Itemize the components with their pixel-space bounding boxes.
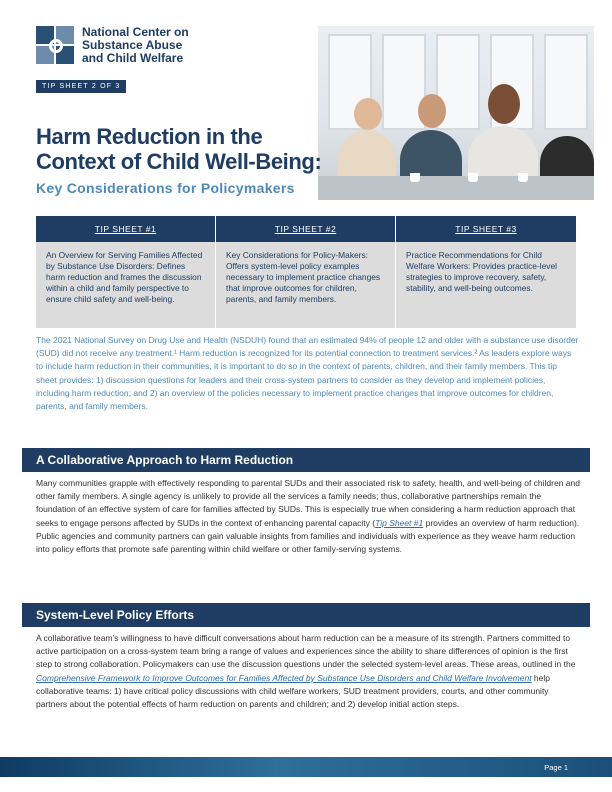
intro-paragraph: The 2021 National Survey on Drug Use and Health (NSDUH) found that an estimated 94% of people 12 and older with a substance use disorder (SUD) did not receive any treatment.¹ Harm reduction is recognized for its potential connection to treatment services.² As leaders explore ways to include harm reduction in their communities, it is important to do so in the context of parents, children, and their family members. This tip sheet provides: 1) discussion questions for leaders and their cross-system partners to consider as they develop and implement policies, including harm reduction; and 2) an overview of the policies necessary to implement practice changes that improve outcomes for children, parents, and family members. (36, 335, 579, 412)
tip-sheet-3-cell (396, 242, 576, 328)
tip-sheet-1-cell (36, 242, 216, 328)
org-logo-icon (36, 26, 76, 66)
tip-sheet-2-header[interactable]: TIP SHEET #2 (216, 216, 396, 242)
org-name-line2: Substance Abuse (82, 38, 183, 52)
tip-sheet-1-link[interactable]: Tip Sheet #1 (375, 517, 424, 528)
tip-sheet-2-title: Key Considerations for Policy-Makers: (226, 250, 368, 260)
collaborative-text-b: provides an overview of harm reduction). Public agencies and community partners can gain valuable insights from families and individuals with experience as they weave harm reduction into policy efforts that promote safe parenting within child welfare or other family-serving systems. (36, 517, 580, 555)
system-level-text-a: A collaborative team’s willingness to have difficult conversations about harm reduction can be a measure of its strength. Partners committed to active participation on a cross-system team bring a range of values and experiences since the ability to share differences of opinion is the first step to strong collaboration. Policymakers can use the discussion questions under the selected system-level areas. These areas, outlined in the (36, 633, 576, 670)
section-heading-system-level: System-Level Policy Efforts (22, 603, 590, 627)
tip-sheet-3-title: Practice Recommendations for Child Welfare Workers: (406, 250, 542, 271)
org-name-line1: National Center on (82, 25, 189, 39)
tip-sheet-2-cell (216, 242, 396, 328)
page-number: Page 1 (544, 763, 568, 772)
collaborative-paragraph (36, 477, 580, 556)
system-level-paragraph (36, 632, 580, 711)
org-name (82, 26, 189, 65)
tip-sheet-table (36, 216, 576, 328)
tip-sheet-1-header[interactable]: TIP SHEET #1 (36, 216, 216, 242)
tip-sheet-3-desc: Provides practice-level strategies to improve recovery, safety, stability, and well-being outcomes. (406, 261, 557, 293)
tip-sheet-tag: TIP SHEET 2 OF 3 (36, 80, 126, 93)
system-level-text-b: help collaborative teams: 1) have critical policy discussions with child welfare workers, SUD treatment providers, courts, and other community partners about the potential effects of harm reduction on parents and children; and 2) develop initial action steps. (36, 672, 550, 710)
page-footer (0, 757, 612, 777)
comprehensive-framework-link[interactable]: Comprehensive Framework to Improve Outcomes for Families Affected by Substance Use Disorders and Child Welfare Involvement (36, 672, 532, 683)
org-logo (36, 26, 189, 66)
tip-sheet-3-header[interactable]: TIP SHEET #3 (396, 216, 576, 242)
page-title-line1: Harm Reduction in the (36, 124, 263, 149)
page-subtitle: Key Considerations for Policymakers (36, 180, 295, 196)
tip-sheet-1-desc: Defines harm reduction and frames the discussion within a child and family perspective to ensure child safety and well-being. (46, 261, 202, 304)
tip-sheet-2-desc: Offers system-level policy examples necessary to implement practice changes that improve outcomes for children, parents, and family members. (226, 261, 381, 304)
page-title (36, 124, 321, 174)
org-name-line3: and Child Welfare (82, 51, 184, 65)
page-title-line2: Context of Child Well-Being: (36, 149, 322, 174)
hero-photo (318, 26, 594, 200)
tip-sheet-1-title: An Overview for Serving Families Affected by Substance Use Disorders: (46, 250, 203, 271)
section-heading-collaborative: A Collaborative Approach to Harm Reduction (22, 448, 590, 472)
collaborative-text-a: Many communities grapple with effectively responding to parental SUDs and their associated risk to safety, health, and well-being of children and other family members. A single agency is unlikely to provide all the services a family needs; thus, collaborative partnerships remain the foundation of an effective system of care for families affected by SUDs. This is especially true when considering a harm reduction approach that seeks to engage persons affected by SUDs in the context of enhancing parental capacity ( (36, 478, 580, 528)
